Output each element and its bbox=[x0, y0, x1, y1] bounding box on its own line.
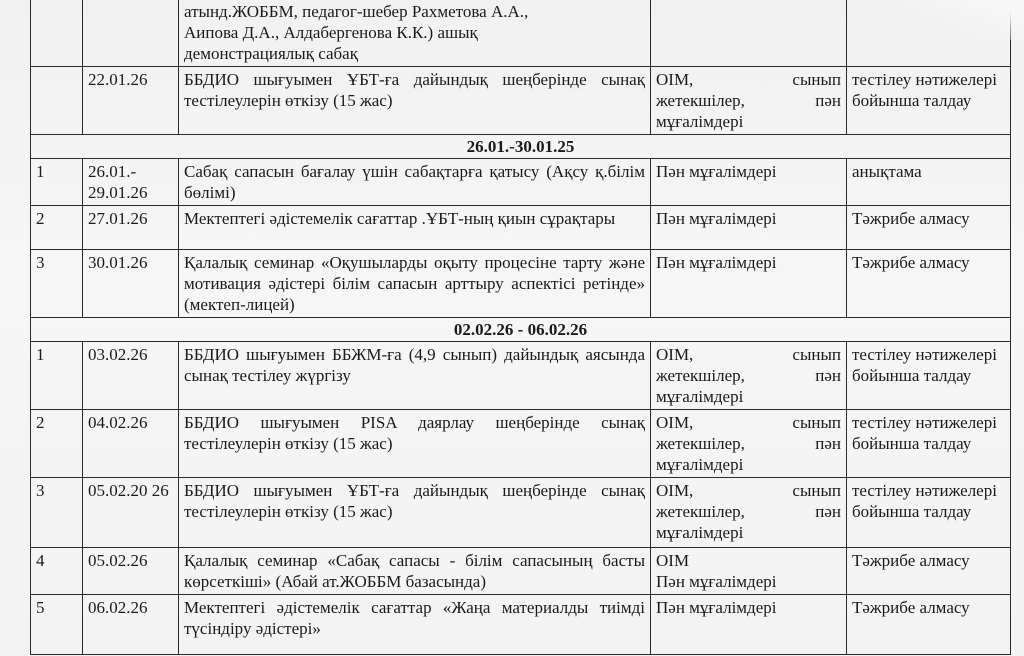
date-cell: 05.02.26 bbox=[83, 548, 179, 595]
date-cell: 06.02.26 bbox=[83, 595, 179, 655]
row-number: 2 bbox=[31, 410, 83, 478]
responsible-cell: ОІМ, сынып жетекшілер, пән мұғалімдері bbox=[651, 410, 847, 478]
table-row bbox=[31, 548, 1011, 595]
responsible-cell: ОІМ, сынып жетекшілер, пән мұғалімдері bbox=[651, 478, 847, 548]
event-cell: Сабақ сапасын бағалау үшін сабақтарға қатысу (Ақсу қ.білім бөлімі) bbox=[179, 159, 651, 206]
table-row bbox=[31, 250, 1011, 318]
table-row bbox=[31, 410, 1011, 478]
row-number: 5 bbox=[31, 595, 83, 655]
event-cell: Мектептегі әдістемелік сағаттар .ҰБТ-ның қиын сұрақтары bbox=[179, 206, 651, 250]
event-cell: ББДИО шығуымен ҰБТ-ға дайындық шеңберінде сынақ тестілеулерін өткізу (15 жас) bbox=[179, 67, 651, 135]
event-cell: ББДИО шығуымен ҰБТ-ға дайындық шеңберінде сынақ тестілеулерін өткізу (15 жас) bbox=[179, 478, 651, 548]
table-row bbox=[31, 159, 1011, 206]
table-row bbox=[31, 67, 1011, 135]
event-cell: Мектептегі әдістемелік сағаттар «Жаңа материалды тиімді түсіндіру әдістері» bbox=[179, 595, 651, 655]
table-row bbox=[31, 342, 1011, 410]
week-header-row bbox=[31, 135, 1011, 159]
responsible-cell: ОІМ Пән мұғалімдері bbox=[651, 548, 847, 595]
responsible-cell: Пән мұғалімдері bbox=[651, 206, 847, 250]
responsible-cell: Пән мұғалімдері bbox=[651, 159, 847, 206]
plan-table bbox=[30, 0, 1011, 655]
row-number: 3 bbox=[31, 250, 83, 318]
row-number: 2 bbox=[31, 206, 83, 250]
responsible-cell: ОІМ, сынып жетекшілер, пән мұғалімдері bbox=[651, 67, 847, 135]
result-cell: тестілеу нәтижелері бойынша талдау bbox=[847, 342, 1011, 410]
result-cell: тестілеу нәтижелері бойынша талдау bbox=[847, 478, 1011, 548]
table-row bbox=[31, 478, 1011, 548]
date-cell: 27.01.26 bbox=[83, 206, 179, 250]
result-cell: Тәжрибе алмасу bbox=[847, 250, 1011, 318]
row-number: 1 bbox=[31, 159, 83, 206]
result-cell: тестілеу нәтижелері бойынша талдау bbox=[847, 67, 1011, 135]
date-cell: 30.01.26 bbox=[83, 250, 179, 318]
date-cell: 22.01.26 bbox=[83, 67, 179, 135]
week-header-row bbox=[31, 318, 1011, 342]
result-cell: Тәжрибе алмасу bbox=[847, 548, 1011, 595]
event-cell: Қалалық семинар «Сабақ сапасы - білім сапасының басты көрсеткіші» (Абай ат.ЖОББМ базасында) bbox=[179, 548, 651, 595]
event-cell: атынд.ЖОББМ, педагог-шебер Рахметова А.А., Аипова Д.А., Алдабергенова К.К.) ашық демонстрациялық сабақ bbox=[179, 0, 651, 67]
row-number: 1 bbox=[31, 342, 83, 410]
responsible-cell: Пән мұғалімдері bbox=[651, 250, 847, 318]
result-cell: тестілеу нәтижелері бойынша талдау bbox=[847, 410, 1011, 478]
result-cell: анықтама bbox=[847, 159, 1011, 206]
event-cell: Қалалық семинар «Оқушыларды оқыту процесіне тарту және мотивация әдістері білім сапасын арттыру аспектісі ретінде» (мектеп-лицей) bbox=[179, 250, 651, 318]
responsible-cell: Пән мұғалімдері bbox=[651, 595, 847, 655]
date-cell: 26.01.- 29.01.26 bbox=[83, 159, 179, 206]
event-cell: ББДИО шығуымен ББЖМ-ға (4,9 сынып) дайындық аясында сынақ тестілеу жүргізу bbox=[179, 342, 651, 410]
event-cell: ББДИО шығуымен PISA даярлау шеңберінде сынақ тестілеулерін өткізу (15 жас) bbox=[179, 410, 651, 478]
responsible-cell: ОІМ, сынып жетекшілер, пән мұғалімдері bbox=[651, 342, 847, 410]
table-row bbox=[31, 595, 1011, 655]
date-cell: 05.02.20 26 bbox=[83, 478, 179, 548]
row-number: 4 bbox=[31, 548, 83, 595]
result-cell: Тәжрибе алмасу bbox=[847, 595, 1011, 655]
table-row bbox=[31, 206, 1011, 250]
photo-glare bbox=[904, 0, 1024, 40]
row-number: 3 bbox=[31, 478, 83, 548]
week-header: 02.02.26 - 06.02.26 bbox=[31, 318, 1011, 342]
date-cell: 03.02.26 bbox=[83, 342, 179, 410]
date-cell: 04.02.26 bbox=[83, 410, 179, 478]
table-row bbox=[31, 0, 1011, 67]
result-cell: Тәжрибе алмасу bbox=[847, 206, 1011, 250]
week-header: 26.01.-30.01.25 bbox=[31, 135, 1011, 159]
